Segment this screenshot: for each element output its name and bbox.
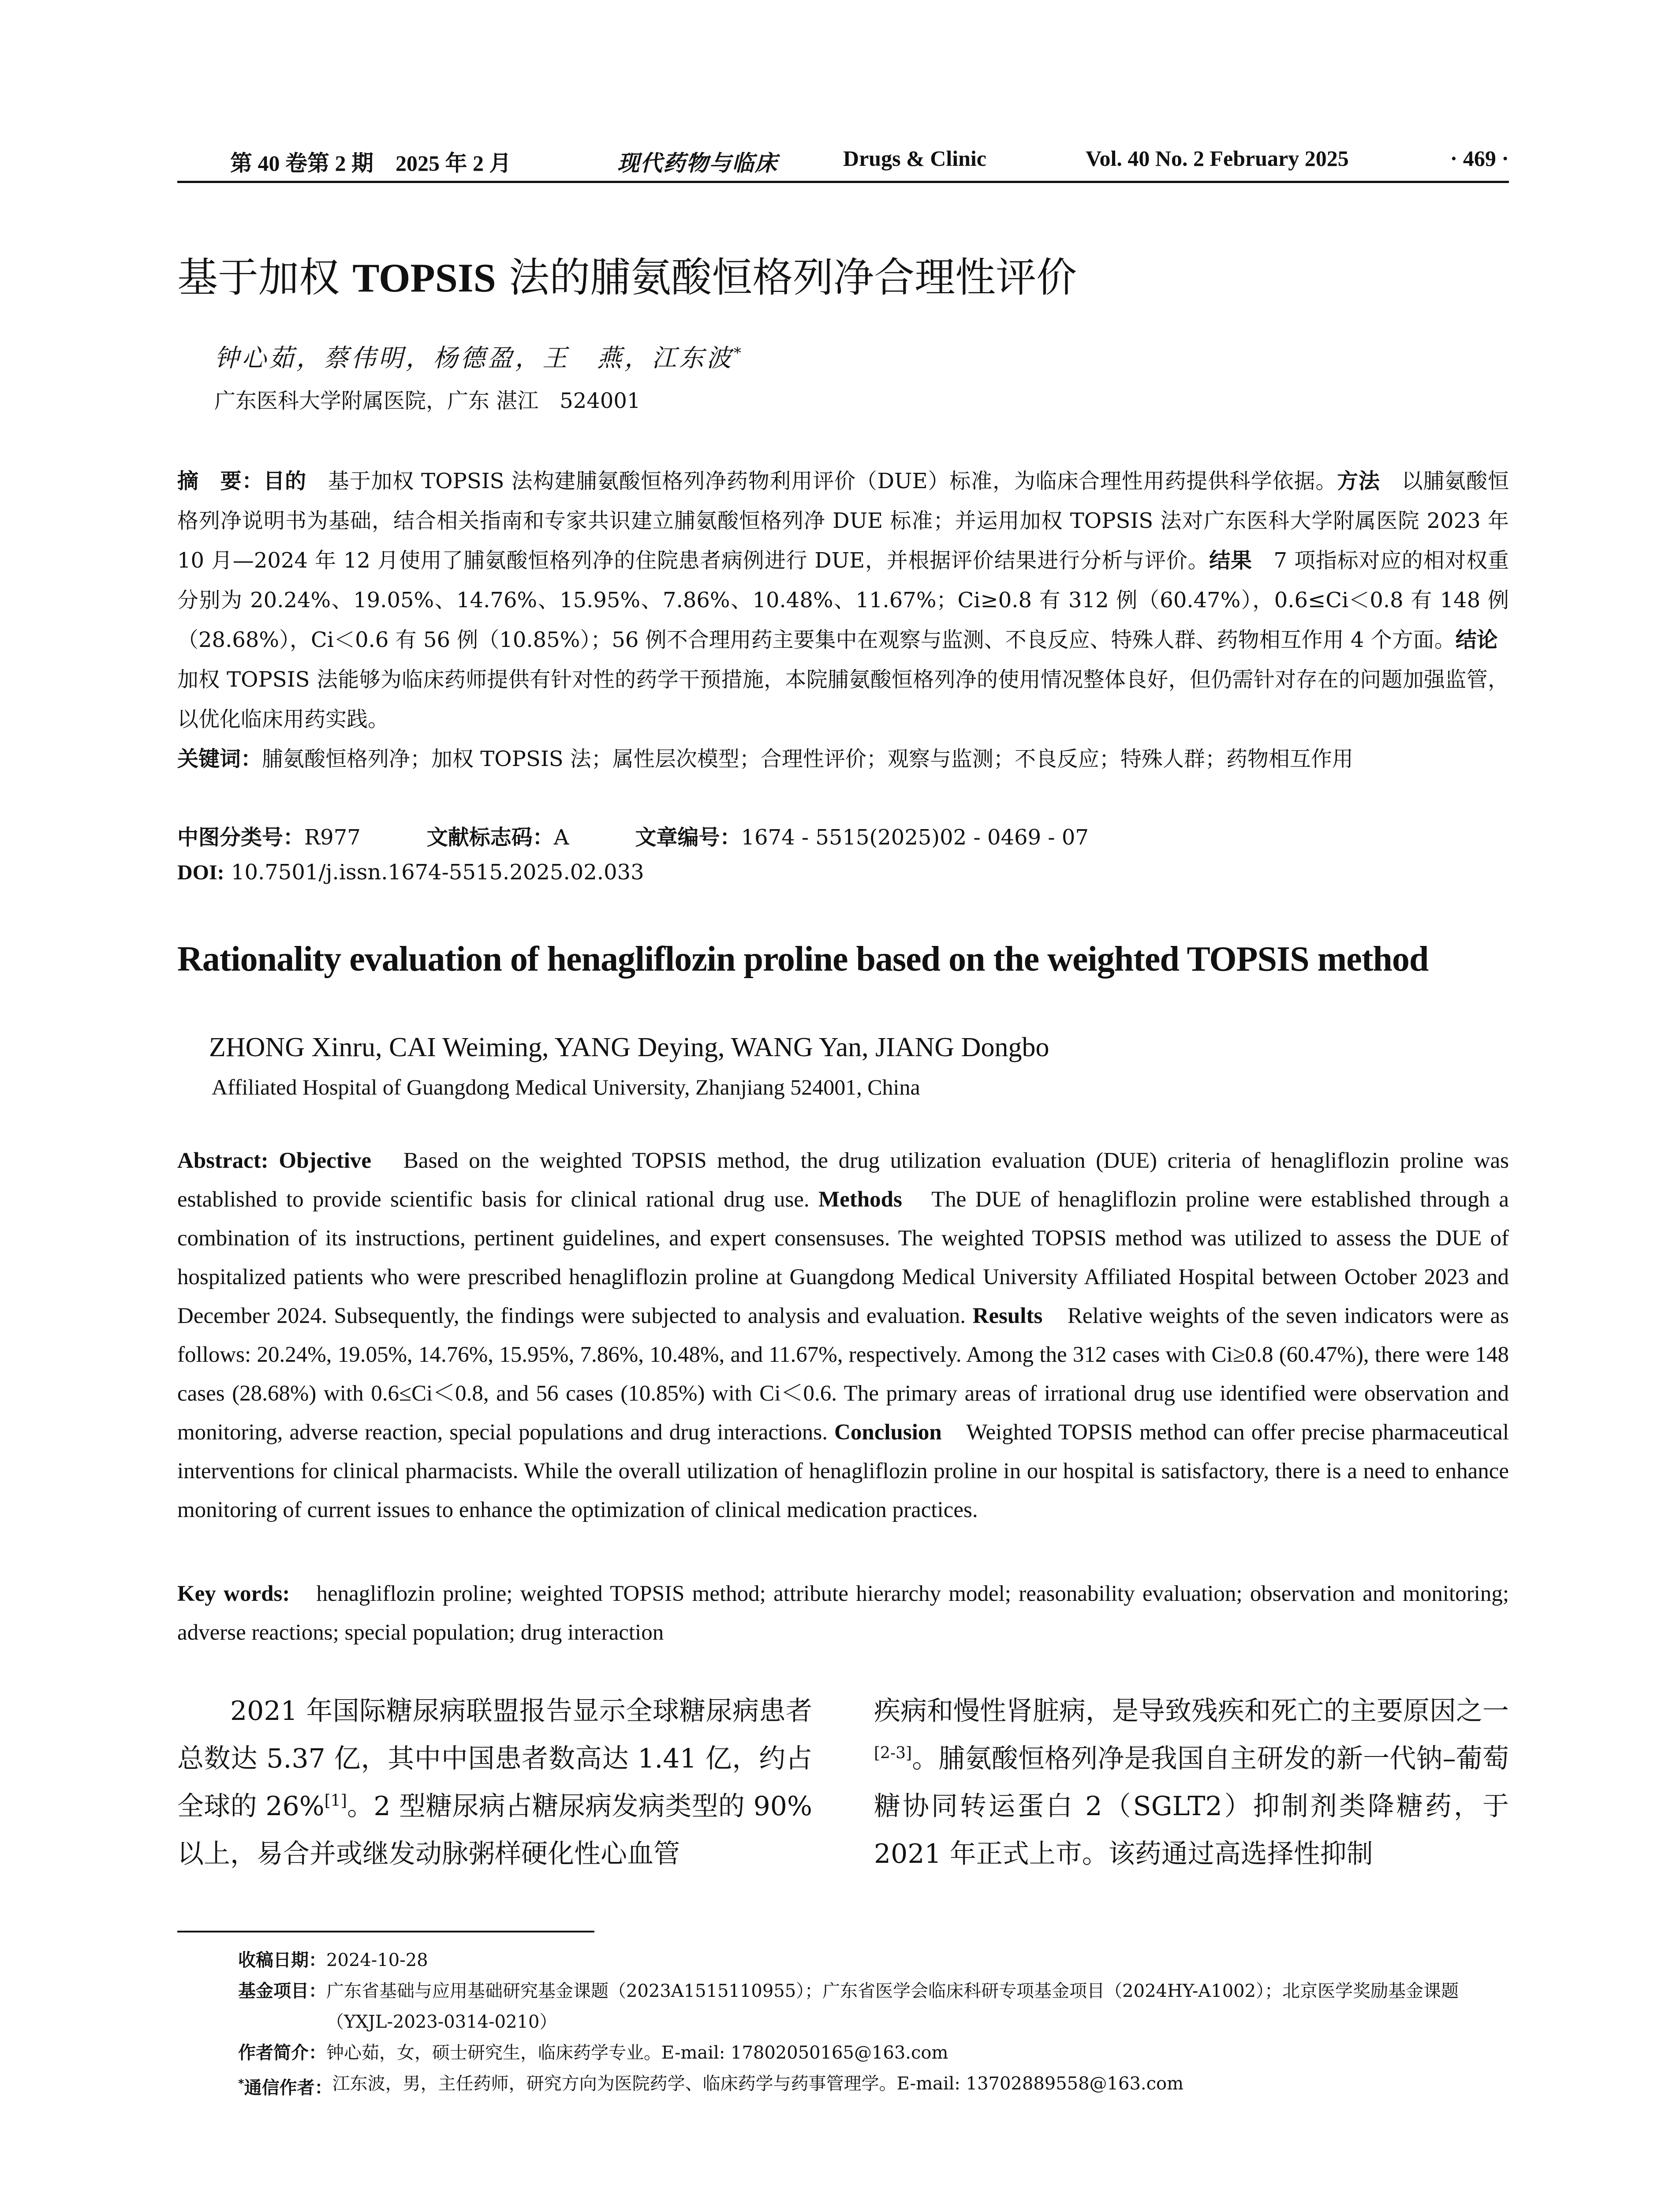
- article-title-en: Rationality evaluation of henagliflozin proline based on the weighted TOPSIS method: [177, 940, 1429, 979]
- clc-code: R977: [304, 825, 361, 850]
- journal-name-en: Drugs & Clinic: [843, 146, 986, 171]
- citation-ref: [2-3]: [874, 1744, 912, 1762]
- footnote-divider: [177, 1931, 594, 1932]
- footnote-author: 作者简介： 钟心茹，女，硕士研究生，临床药学专业。E-mail: 17802050165@163.com: [238, 2043, 948, 2063]
- footnote-fund: 基金项目： 广东省基础与应用基础研究基金课题（2023A1515110955）；广东省医学会临床科研专项基金项目（2024HY-A1002）；北京医学奖励基金课题（YXJL-2023-0314-0210）: [238, 1981, 1459, 2032]
- abstract-en: Abstract: Objective Based on the weighted TOPSIS method, the drug utilization evaluation (DUE) criteria of henagliflozin proline was established to provide scientific basis for clinical rational drug use. Methods The DUE of henagliflozin proline were established through a combination of its instructions, pertinent guidelines, and expert consensuses. The weighted TOPSIS method was utilized to assess the DUE of hospitalized patients who were prescribed henagliflozin proline at Guangdong Medical University Affiliated Hospital between October 2023 and December 2024. Subsequently, the findings were subjected to analysis and evaluation. Results Relative weights of the seven indicators were as follows: 20.24%, 19.05%, 14.76%, 15.95%, 7.86%, 10.48%, and 11.67%, respectively. Among the 312 cases with Ci≥0.8 (60.47%), there were 148 cases (28.68%) with 0.6≤Ci＜0.8, and 56 cases (10.85%) with Ci＜0.6. The primary areas of irrational drug use identified were observation and monitoring, adverse reaction, special populations and drug interactions. Conclusion Weighted TOPSIS method can offer precise pharmaceutical interventions for clinical pharmacists. While the overall utilization of henagliflozin proline in our hospital is satisfactory, there is a need to enhance monitoring of current issues to enhance the optimization of clinical medication practices.: [177, 1148, 1509, 1522]
- author-list-cn: 钟心茹，蔡伟明，杨德盈，王 燕，江东波*: [214, 344, 744, 373]
- keywords-label-cn: 关键词：: [177, 747, 262, 771]
- article-title-cn: 基于加权 TOPSIS 法的脯氨酸恒格列净合理性评价: [177, 254, 1077, 301]
- body-column-left: 2021 年国际糖尿病联盟报告显示全球糖尿病患者总数达 5.37 亿，其中中国患者数高达 1.41 亿，约占全球的 26%[1]。2 型糖尿病占糖尿病发病类型的 90%以上，易合并或继发动脉粥样硬化性心血管: [177, 1696, 812, 1869]
- footnotes: [238, 1945, 1508, 2103]
- article-number: 1674 - 5515(2025)02 - 0469 - 07: [741, 825, 1089, 850]
- journal-name-cn: 现代药物与临床: [617, 151, 778, 176]
- doi-line: DOI: 10.7501/j.issn.1674-5515.2025.02.033: [177, 860, 644, 885]
- classification-line: 中图分类号：R977 文献标志码：A 文章编号：1674 - 5515(2025)02 - 0469 - 07: [177, 825, 1089, 850]
- author-list-en: ZHONG Xinru, CAI Weiming, YANG Deying, WANG Yan, JIANG Dongbo: [209, 1032, 1049, 1062]
- footnote-received: 收稿日期： 2024-10-28: [238, 1950, 428, 1970]
- footnote-corresponding: *通信作者： 江东波，男，主任药师，研究方向为医院药学、临床药学与药事管理学。E-mail: 13702889558@163.com: [238, 2074, 1184, 2098]
- keywords-en: Key words: henagliflozin proline; weighted TOPSIS method; attribute hierarchy model; reasonability evaluation; observation and monitoring; adverse reactions; special population; drug interaction: [177, 1581, 1509, 1645]
- affiliation-cn: 广东医科大学附属医院，广东 湛江 524001: [214, 389, 641, 413]
- volume-info-en: Vol. 40 No. 2 February 2025: [1086, 146, 1349, 171]
- abstract-label-cn: 摘 要：: [177, 469, 264, 493]
- citation-ref: [1]: [324, 1792, 347, 1810]
- issue-info-cn: 第 40 卷第 2 期 2025 年 2 月: [230, 151, 511, 176]
- affiliation-en: Affiliated Hospital of Guangdong Medical University, Zhanjiang 524001, China: [212, 1075, 920, 1099]
- body-column-right: 疾病和慢性肾脏病，是导致残疾和死亡的主要原因之一[2-3]。脯氨酸恒格列净是我国自主研发的新一代钠–葡萄糖协同转运蛋白 2（SGLT2）抑制剂类降糖药，于 2021 年正式上市。该药通过高选择性抑制: [874, 1696, 1509, 1869]
- running-header: [177, 140, 1509, 183]
- doi-value: 10.7501/j.issn.1674-5515.2025.02.033: [224, 860, 644, 885]
- document-code: A: [553, 825, 569, 850]
- page-number: · 469 ·: [1450, 146, 1509, 171]
- keywords-cn: 脯氨酸恒格列净；加权 TOPSIS 法；属性层次模型；合理性评价；观察与监测；不良反应；特殊人群；药物相互作用: [262, 747, 1353, 771]
- abstract-cn: 摘 要：目的 基于加权 TOPSIS 法构建脯氨酸恒格列净药物利用评价（DUE）标准，为临床合理性用药提供科学依据。方法 以脯氨酸恒格列净说明书为基础，结合相关指南和专家共识建立脯氨酸恒格列净 DUE 标准；并运用加权 TOPSIS 法对广东医科大学附属医院 2023 年 10 月—2024 年 12 月使用了脯氨酸恒格列净的住院患者病例进行 DUE，并根据评价结果进行分析与评价。结果 7 项指标对应的相对权重分别为 20.24%、19.05%、14.76%、15.95%、7.86%、10.48%、11.67%；Ci≥0.8 有 312 例（60.47%），0.6≤Ci＜0.8 有 148 例（28.68%），Ci＜0.6 有 56 例（10.85%）；56 例不合理用药主要集中在观察与监测、不良反应、特殊人群、药物相互作用 4 个方面。结论 加权 TOPSIS 法能够为临床药师提供有针对性的药学干预措施，本院脯氨酸恒格列净的使用情况整体良好，但仍需针对存在的问题加强监管，以优化临床用药实践。 关键词：脯氨酸恒格列净；加权 TOPSIS 法；属性层次模型；合理性评价；观察与监测；不良反应；特殊人群；药物相互作用: [177, 469, 1519, 771]
